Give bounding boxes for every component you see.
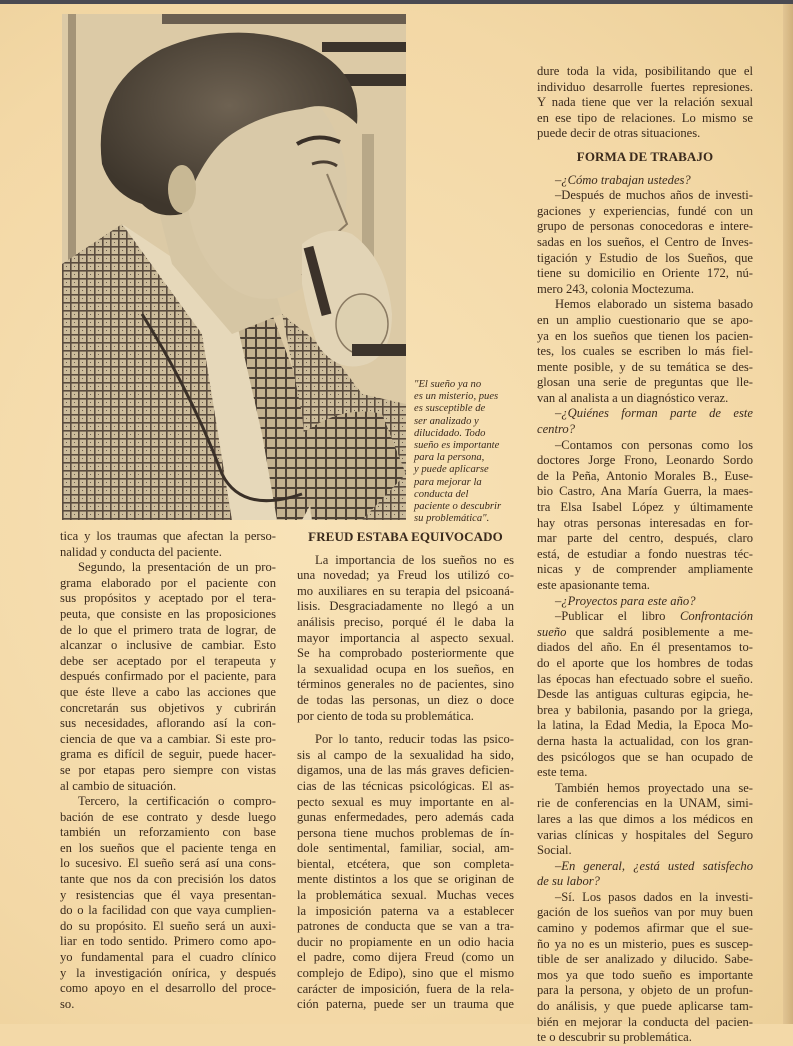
text-line-content: Desde las antiguas culturas egipcia, he- — [537, 687, 753, 702]
text-line-content: gación de los sueños van por muy buen — [537, 905, 753, 920]
text-line — [537, 500, 753, 516]
text-line-content: bién en mejorar la conducta del pacien- — [537, 1014, 753, 1029]
text-line-content: puede decir de otras situaciones. — [537, 126, 701, 141]
text-line-content: después confirmado por el paciente, para — [60, 669, 276, 684]
text-line-content: la problemática sexual. Muchas veces — [297, 888, 514, 903]
text-line — [60, 701, 276, 717]
text-line — [537, 126, 753, 142]
photo-illustration — [62, 14, 406, 520]
text-line-content: dole sentimental, familiar, social, am- — [297, 841, 514, 856]
text-line — [60, 919, 276, 935]
caption-line: paciente o descubrir — [414, 501, 502, 513]
text-line — [60, 794, 276, 810]
text-line-content: mos ya que todo sueño es importante — [537, 967, 753, 982]
text-line — [60, 576, 276, 592]
text-line-content: al cambio de situación. — [60, 778, 177, 793]
text-line — [537, 282, 753, 298]
text-line — [297, 950, 514, 966]
text-line-content: sus necesidades, aflorando así la con- — [60, 716, 276, 731]
text-line — [297, 795, 514, 811]
text-line-content: –¿Cómo trabajan ustedes? — [555, 172, 691, 187]
photo-caption — [414, 379, 518, 525]
text-line-content: está, de estudiar a fondo nuestras téc- — [537, 546, 753, 561]
text-line — [537, 609, 753, 625]
text-line — [537, 329, 753, 345]
text-line — [297, 568, 514, 584]
caption-line: conducta del — [414, 488, 469, 500]
text-line — [537, 937, 753, 953]
text-line-content: te o descubrir su problemática. — [537, 1030, 692, 1045]
text-line-content: diados del año. En él presentamos to- — [537, 640, 753, 655]
text-line-content: debe ser aceptado por el terapeuta y — [60, 653, 276, 668]
text-line — [297, 615, 514, 631]
text-line — [537, 859, 753, 875]
text-line-content: términos generales no de pacientes, sino — [297, 677, 514, 692]
text-line — [60, 950, 276, 966]
text-line — [60, 560, 276, 576]
text-line-content: La importancia de los sueños no es — [315, 552, 514, 567]
text-line — [297, 810, 514, 826]
text-line-content: pecto sexual es muy importante en al- — [297, 794, 514, 809]
text-line — [537, 796, 753, 812]
text-line — [537, 968, 753, 984]
text-line — [537, 952, 753, 968]
text-line — [297, 732, 514, 748]
text-line-content: análisis preciso, porqué él le daba la — [297, 614, 514, 629]
text-line — [60, 825, 276, 841]
text-line — [60, 529, 276, 545]
text-line — [537, 1015, 753, 1031]
text-line-content: nalidad y conducta del paciente. — [60, 544, 222, 559]
text-line-content: tica y los traumas que afectan la perso- — [60, 529, 276, 543]
text-line — [60, 981, 276, 997]
text-line-content: camino y podemos afirmar que el sue- — [537, 921, 753, 936]
text-line-content: varias clínicas y hospitales del Seguro — [537, 827, 753, 842]
text-line-content: una novedad; ya Freud los utilizó co- — [297, 568, 514, 583]
text-line — [537, 111, 753, 127]
text-line — [537, 656, 753, 672]
text-line — [537, 80, 753, 96]
text-line — [60, 888, 276, 904]
text-line — [537, 890, 753, 906]
text-line — [60, 545, 276, 561]
text-line-content: peuta, que consiste en las proposiciones — [60, 606, 276, 621]
text-line — [297, 693, 514, 709]
text-line — [537, 188, 753, 204]
text-line — [60, 779, 276, 795]
text-line-content: Se ha comprobado posteriormente que — [297, 646, 514, 661]
text-line — [60, 841, 276, 857]
text-line-content: las épocas han efectuado sobre el sueño. — [537, 671, 753, 686]
text-line-content: mente distintos a los que se originan de — [297, 872, 514, 887]
caption-line: su problemática". — [414, 513, 490, 525]
text-line-content: tes, los cuales se escriben lo más fiel- — [537, 344, 753, 359]
text-line — [537, 406, 753, 422]
text-line — [537, 594, 753, 610]
text-line-content: que éste lleve a cabo las acciones que — [60, 684, 276, 699]
text-line-content: patrones de conducta que se van a tra- — [297, 919, 514, 934]
text-line-content: gunas enfermedades, pero además cada — [297, 810, 514, 825]
text-line-content: la imposición paterna va a establecer — [297, 903, 514, 918]
text-line-content: complejo de Edipo), sino que el mismo — [297, 966, 514, 981]
caption-line: ser analizado y — [414, 415, 479, 427]
text-line — [537, 438, 753, 454]
text-line-content: do o la facilidad con que vaya cumplien- — [60, 903, 276, 918]
article-body-right — [537, 173, 753, 1046]
text-line — [537, 578, 753, 594]
text-line-content: lo sucesivo. El sueño será así una cons- — [60, 856, 276, 871]
text-line-content: derna hasta la actualidad, con los gran- — [537, 733, 753, 748]
text-line — [60, 732, 276, 748]
text-line-content: do su propósito. El sueño será un auxi- — [60, 918, 276, 933]
text-line-content: como apoyo en el desarrollo del proce- — [60, 981, 276, 996]
text-line-content: liar en todo sentido. Primero como apo- — [60, 934, 276, 949]
text-line-content: Y nada tiene que ver la relación sexual — [537, 95, 753, 110]
text-line-content: lares a las que dimos a los médicos en — [537, 811, 753, 826]
text-line-content: grupo de personas conocedoras e intere- — [537, 219, 753, 234]
photo-man-on-telephone — [62, 14, 406, 520]
text-line-content: Segundo, la presentación de un pro- — [78, 560, 276, 575]
caption-line: para la persona, — [414, 452, 485, 464]
text-line-content: tible de ser analizado y dilucido. Sabe- — [537, 952, 753, 967]
text-line — [297, 826, 514, 842]
text-line — [537, 672, 753, 688]
text-line-content: Social. — [537, 843, 572, 858]
text-line-content: este apasionante tema. — [537, 578, 650, 592]
text-line — [537, 266, 753, 282]
text-line — [297, 857, 514, 873]
text-line-content: ya en los sueños que tienen los pacien- — [537, 328, 753, 343]
text-line-content: también un reforzamiento con base — [60, 825, 276, 840]
text-line-content: –Sí. Los pasos dados en la investi- — [555, 889, 753, 904]
text-line — [297, 599, 514, 615]
text-line — [537, 344, 753, 360]
text-line-content: individuo desarrolle fuertes represiones. — [537, 79, 753, 94]
article-body-middle — [297, 553, 514, 1013]
text-line-content: biental, etcétera, que son completa- — [297, 856, 514, 871]
text-line-content: do análisis, y que puede aplicarse tam- — [537, 999, 753, 1014]
text-line-content: Tercero, la certificación o compro- — [78, 794, 276, 809]
text-line — [537, 781, 753, 797]
book-title-italic: Confrontación — [680, 609, 753, 624]
text-line-content: sus propósitos y aceptado por el tera- — [60, 591, 276, 606]
caption-line: es susceptible de — [414, 403, 486, 415]
text-line — [537, 251, 753, 267]
text-line — [60, 716, 276, 732]
text-line-content: gaciones y experiencias, fundé con un — [537, 203, 753, 218]
text-line — [537, 999, 753, 1015]
text-line — [537, 453, 753, 469]
text-line — [537, 313, 753, 329]
text-line — [537, 765, 753, 781]
text-line-content: sadas en los sueños, el Centro de Inves- — [537, 234, 753, 249]
text-line — [537, 422, 753, 438]
text-line-content: y la investigación onírica, y después — [60, 965, 276, 980]
text-line — [60, 685, 276, 701]
text-line — [60, 856, 276, 872]
text-line-content: También hemos proyectado una se- — [555, 780, 753, 795]
text-line-content: tante que nos da con precisión los datos — [60, 872, 276, 887]
caption-line: y puede aplicarse — [414, 464, 489, 476]
caption-line: para mejorar la — [414, 476, 482, 488]
text-line-content: de todas las personas, un diez o doce — [297, 692, 514, 707]
text-line-content: el padre, como dijera Freud (como un — [297, 950, 514, 965]
text-line-content: mar parte del centro, después, claro — [537, 531, 753, 546]
text-line-content: bio Castro, Ana María Guerra, la maes- — [537, 484, 753, 499]
text-line-content: este tema. — [537, 765, 588, 780]
text-line — [60, 747, 276, 763]
text-line-content: Hemos elaborado un sistema basado — [555, 297, 753, 312]
text-line — [537, 1030, 753, 1046]
text-line — [297, 553, 514, 569]
text-line — [60, 810, 276, 826]
text-line — [537, 297, 753, 313]
text-line — [297, 662, 514, 678]
text-line-content: rie de conferencias en la UNAM, simi- — [537, 796, 753, 811]
text-line-content: lisis. Desgraciadamente no llegó a un — [297, 599, 514, 614]
text-line — [60, 763, 276, 779]
text-line — [60, 654, 276, 670]
text-line — [297, 584, 514, 600]
text-line — [297, 677, 514, 693]
text-line-content: en los sueños que el paciente tenga en — [60, 840, 276, 855]
text-line-content: sis al campo de la sexualidad ha sido, — [297, 747, 514, 762]
text-line — [537, 484, 753, 500]
text-line — [537, 983, 753, 999]
section-heading-freud: FREUD ESTABA EQUIVOCADO — [308, 529, 503, 544]
text-line — [60, 903, 276, 919]
text-line — [60, 872, 276, 888]
text-line-content: de lo que el primero trata de lograr, de — [60, 622, 276, 637]
text-line — [297, 646, 514, 662]
text-line — [537, 874, 753, 890]
text-line-content: carácter de imposición, fuera de la rela- — [297, 981, 514, 996]
text-line — [537, 547, 753, 563]
text-line — [60, 638, 276, 654]
text-line — [60, 997, 276, 1013]
text-line — [297, 966, 514, 982]
text-line — [297, 841, 514, 857]
text-line-content: –Publicar el libro — [555, 609, 680, 624]
text-line-content: doctores Jorge Frono, Leonardo Sordo — [537, 453, 753, 468]
text-line-content: de la Peña, Antonio Morales B., Euse- — [537, 468, 753, 483]
section-heading-forma-de-trabajo: FORMA DE TRABAJO — [576, 148, 714, 164]
book-title-italic: sueño — [537, 624, 567, 639]
text-line-content: mayor importancia al aspecto sexual. — [297, 630, 514, 645]
caption-line: "El sueño ya no — [414, 379, 482, 390]
text-line-content: la sexualidad ocupa en los sueños, en — [297, 661, 514, 676]
text-line — [537, 235, 753, 251]
text-line-content: ducir no propiamente en un odio hacia — [297, 934, 514, 949]
article-column-left — [60, 529, 276, 1012]
text-line — [537, 703, 753, 719]
text-line — [60, 934, 276, 950]
text-line — [537, 375, 753, 391]
text-line-tail: que saldrá posiblemente a me- — [566, 624, 753, 639]
text-line — [537, 360, 753, 376]
text-line — [537, 734, 753, 750]
text-line-content: en un amplio cuestionario que se apo- — [537, 312, 753, 327]
text-line-content: alcanzar o inclusive de cambiar. Esto — [60, 638, 276, 653]
text-line — [537, 219, 753, 235]
text-line-content: –Contamos con personas como los — [555, 437, 753, 452]
page-edge-shadow — [783, 4, 793, 1024]
text-line-content: do el aporte que los hombres de todas — [537, 655, 753, 670]
text-line-content: yo fundamental para el cuadro clínico — [60, 950, 276, 965]
text-line-content: tigación y Estudio de los Sueños, que — [537, 250, 753, 265]
text-line-content: ciencia de que va a cambiar. Si este pro- — [60, 731, 276, 746]
text-line — [537, 625, 753, 641]
text-line — [297, 982, 514, 998]
text-line — [297, 919, 514, 935]
text-line — [537, 905, 753, 921]
text-line — [537, 828, 753, 844]
text-line — [60, 607, 276, 623]
text-line — [537, 391, 753, 407]
text-line-content: brea y babilonia, pasando por la griega, — [537, 702, 753, 717]
text-line — [60, 669, 276, 685]
text-line-content: dure toda la vida, posibilitando que el — [537, 64, 753, 78]
text-line-content: bación de ese contrato y desde luego — [60, 809, 276, 824]
article-column-right — [537, 64, 753, 1046]
text-line-content: grama es difícil de seguir, puede hacer- — [60, 747, 276, 762]
caption-line: es un misterio, pues — [414, 391, 499, 403]
text-line — [60, 591, 276, 607]
text-line — [60, 966, 276, 982]
text-line — [537, 640, 753, 656]
text-line-content: mero 243, colonia Moctezuma. — [537, 281, 695, 296]
text-line-content: en ese tipo de relaciones. Lo mismo se — [537, 110, 753, 125]
text-line — [537, 562, 753, 578]
text-line — [537, 843, 753, 859]
text-line — [537, 718, 753, 734]
text-line-content: glosan una serie de preguntas que lle- — [537, 375, 753, 390]
text-line — [537, 750, 753, 766]
article-column-middle — [297, 529, 514, 1013]
text-line-content: ción paterna, puede ser un trauma que — [297, 997, 514, 1012]
text-line-content: para la persona, y objeto de un profun- — [537, 983, 753, 998]
text-line-content: van al analista a un diagnóstico veraz. — [537, 390, 729, 405]
text-line-content: tiene su domicilio en Oriente 172, nú- — [537, 266, 753, 281]
text-line-content: digamos, una de las más graves deficien- — [297, 763, 514, 778]
text-line-content: nicas y de comprender ampliamente — [537, 562, 753, 577]
text-line — [297, 779, 514, 795]
caption-line: dilucidado. Todo — [414, 427, 486, 439]
text-line — [537, 64, 753, 80]
text-line-content: –Después de muchos años de investi- — [555, 188, 753, 203]
text-line-content: tra Elsa Isabel López y últimamente — [537, 500, 753, 515]
text-line-content: se por etapas pero siempre con vistas — [60, 762, 276, 777]
text-line-content: –En general, ¿está usted satisfecho — [555, 858, 753, 873]
text-line — [297, 763, 514, 779]
text-line-content: por ciento de toda su problemática. — [297, 708, 474, 723]
text-line — [297, 935, 514, 951]
text-line — [537, 531, 753, 547]
article-body-right-top — [537, 64, 753, 142]
text-line — [537, 204, 753, 220]
text-line — [297, 748, 514, 764]
text-line-content: de su labor? — [537, 874, 600, 889]
text-line-content: concretarán sus objetivos y cubrirán — [60, 700, 276, 715]
text-line — [537, 516, 753, 532]
text-line — [297, 888, 514, 904]
text-line-content: centro? — [537, 422, 576, 437]
text-line-content: ño ya no es un misterio, pues es suscep- — [537, 936, 753, 951]
text-line-content: –¿Quiénes forman parte de este — [555, 406, 753, 421]
text-line — [297, 904, 514, 920]
text-line-content: des psicólogos que se han ocupado de — [537, 749, 753, 764]
text-line-content: Por lo tanto, reducir todas las psico- — [315, 732, 514, 747]
text-line — [537, 173, 753, 189]
text-line — [297, 631, 514, 647]
text-line-content: mente posible, y de su temática se des- — [537, 359, 753, 374]
text-line — [60, 623, 276, 639]
text-line — [537, 687, 753, 703]
text-line — [537, 812, 753, 828]
text-line-content: persona tiene muchos problemas de ín- — [297, 825, 514, 840]
text-line-content: hay otras personas interesadas en for- — [537, 515, 753, 530]
text-line — [297, 709, 514, 725]
text-line-content: grama elaborado por el paciente con — [60, 575, 276, 590]
caption-line: sueño es importante — [414, 440, 500, 452]
text-line — [297, 872, 514, 888]
text-line — [537, 95, 753, 111]
text-line-content: –¿Proyectos para este año? — [555, 593, 696, 608]
text-line-content: so. — [60, 996, 75, 1011]
text-line-content: mo auxiliares en su terapia del psicoaná- — [297, 583, 514, 598]
text-line — [537, 921, 753, 937]
text-line-content: y resistencias que él vaya presentan- — [60, 887, 276, 902]
text-line-content: la latina, la Edad Media, la Epoca Mo- — [537, 718, 753, 733]
text-line — [537, 469, 753, 485]
text-line — [297, 997, 514, 1013]
text-line-content: cias de las técnicas psicológicas. El as- — [297, 778, 514, 793]
